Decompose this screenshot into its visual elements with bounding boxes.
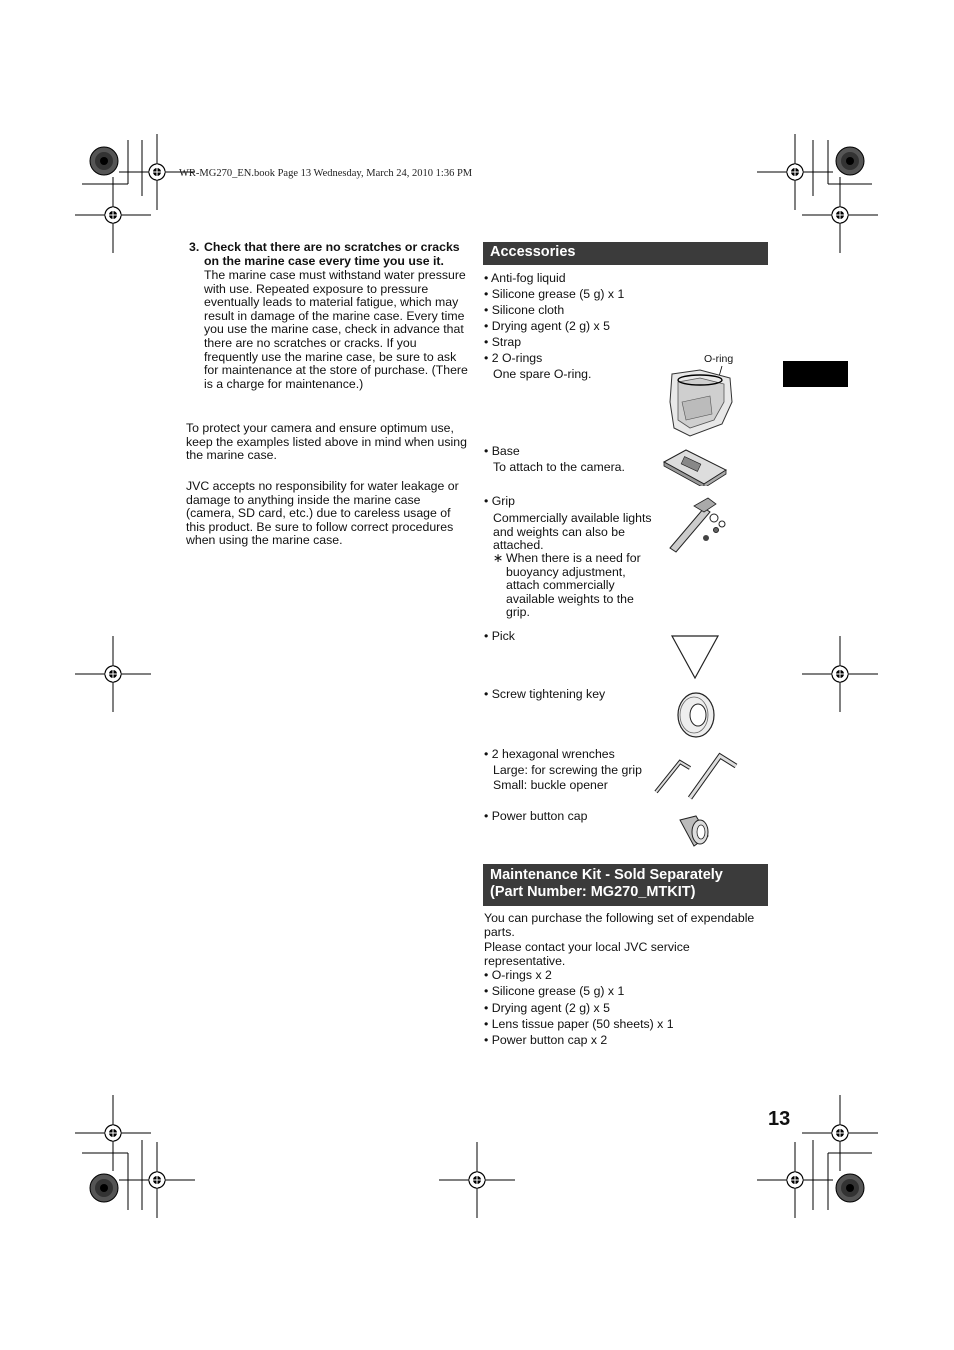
accessory-power-cap: • Power button cap	[484, 809, 588, 823]
screw-key-illustration	[674, 690, 718, 740]
grip-note	[493, 552, 653, 620]
accessory-base: • Base	[484, 444, 520, 458]
accessory-wrenches: • 2 hexagonal wrenches	[484, 747, 615, 761]
pick-illustration	[670, 634, 720, 680]
accessory-antifog: • Anti-fog liquid	[484, 271, 566, 285]
maintenance-item: • Drying agent (2 g) x 5	[484, 1001, 610, 1015]
grip-illustration	[664, 494, 730, 554]
disclaimer-paragraph: JVC accepts no responsibility for water leakage or damage to anything inside the marine case (camera, SD card, etc.) due to careless usage of this product. Be sure to follow correct procedures when using the marine case.	[186, 479, 459, 548]
orings-description: One spare O-ring.	[493, 367, 592, 381]
section-side-tab	[783, 361, 848, 387]
wrench-large-description: Large: for screwing the grip	[493, 763, 643, 777]
base-description: To attach to the camera.	[493, 460, 625, 474]
wrenches-illustration	[654, 752, 740, 802]
registration-mark-bottom-left	[75, 1095, 195, 1218]
oring-callout-label: O-ring	[704, 353, 734, 365]
step-body: The marine case must withstand water pressure with use. Repeated exposure to pressure eventually leads to material fatigue, which may result in damage of the marine case. Every time you use the marine case, check in advance that there are no scratches or cracks. If you frequently use the marine case, be sure to ask for maintenance at the store of purchase. (There is a charge for maintenance.)	[204, 268, 468, 391]
accessory-orings: • 2 O-rings	[484, 351, 543, 365]
page-number: 13	[768, 1108, 791, 1130]
accessory-grip: • Grip	[484, 494, 515, 508]
accessory-screw-key: • Screw tightening key	[484, 687, 606, 701]
grip-description: Commercially available lights and weights can also be attached.	[493, 511, 652, 553]
usage-paragraph: To protect your camera and ensure optimum use, keep the examples listed above in mind when using the marine case.	[186, 421, 467, 463]
grip-note-text: When there is a need for buoyancy adjustment, attach commercially available weights to the grip.	[506, 551, 641, 620]
maintenance-item: • Lens tissue paper (50 sheets) x 1	[484, 1017, 674, 1031]
maintenance-item: • O-rings x 2	[484, 968, 552, 982]
registration-mark-mid-right	[802, 636, 878, 712]
registration-mark-top-left	[75, 134, 195, 253]
wrench-small-description: Small: buckle opener	[493, 778, 608, 792]
accessory-drying-agent: • Drying agent (2 g) x 5	[484, 319, 610, 333]
accessory-grease: • Silicone grease (5 g) x 1	[484, 287, 625, 301]
maintenance-title-line1: Maintenance Kit - Sold Separately	[490, 867, 723, 883]
registration-mark-top-right	[757, 134, 878, 253]
print-file-info: WR-MG270_EN.book Page 13 Wednesday, March 24, 2010 1:36 PM	[179, 168, 473, 179]
maintenance-intro: You can purchase the following set of expendable parts.	[484, 911, 755, 939]
note-asterisk: ∗	[493, 551, 504, 565]
maintenance-item: • Silicone grease (5 g) x 1	[484, 984, 625, 998]
maintenance-item: • Power button cap x 2	[484, 1033, 608, 1047]
step-number: 3.	[189, 240, 200, 254]
accessories-heading: Accessories	[483, 242, 768, 265]
maintenance-contact: Please contact your local JVC service representative.	[484, 940, 690, 968]
registration-mark-bottom-center	[439, 1142, 515, 1218]
oring-illustration	[660, 362, 740, 440]
accessory-cloth: • Silicone cloth	[484, 303, 565, 317]
maintenance-title-line2: (Part Number: MG270_MTKIT)	[490, 884, 696, 900]
base-illustration	[660, 446, 730, 486]
accessory-pick: • Pick	[484, 629, 515, 643]
power-cap-illustration	[676, 812, 712, 848]
accessory-strap: • Strap	[484, 335, 522, 349]
step-heading: Check that there are no scratches or cracks on the marine case every time you use it.	[204, 240, 460, 268]
registration-mark-mid-left	[75, 636, 151, 712]
maintenance-kit-heading	[483, 864, 768, 906]
